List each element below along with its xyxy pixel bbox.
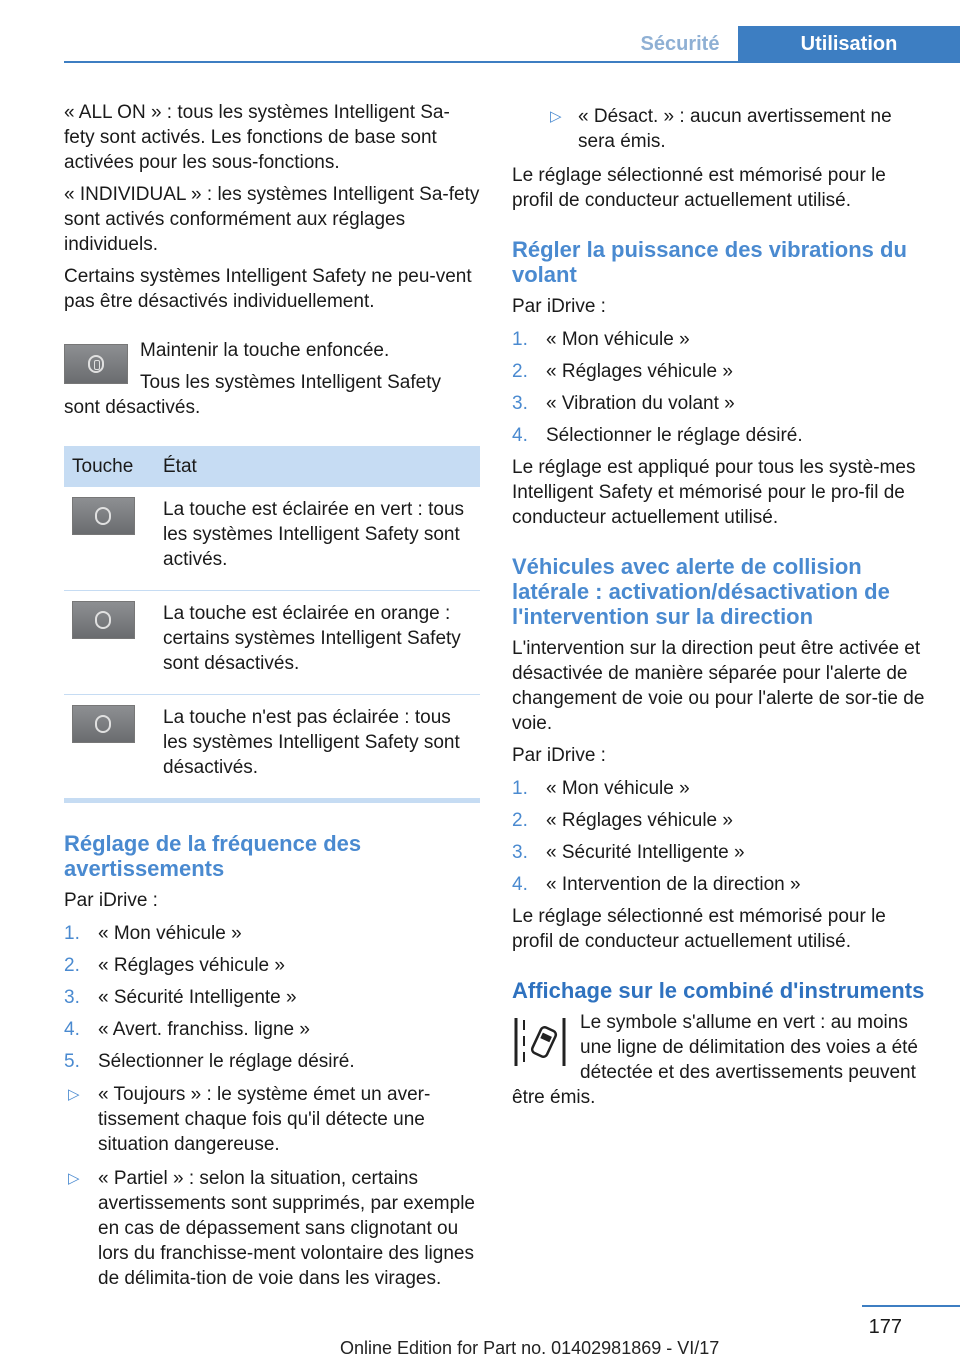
heading-side-collision: Véhicules avec alerte de collision latérale : activation/désactivation de l'intervention sur la direction [512,554,890,629]
left-column [64,100,480,1300]
state-green: La touche est éclairée en vert : tous les systèmes Intelligent Safety sont activés. [155,487,480,591]
frequency-options [64,1082,480,1291]
table-row [64,487,480,591]
right-column [512,100,930,1117]
list-item: 4. « Intervention de la direction » [512,874,801,895]
list-item: 1. « Mon véhicule » [64,923,242,944]
hold-key-block [64,338,480,420]
vibration-note: Le réglage est appliqué pour tous les systè‐mes Intelligent Safety et mémorisé pour le pro‐fil de conducteur actuellement utilisé. [512,457,916,528]
all-disabled-text: Tous les systèmes Intelligent Safety sont désactivés. [64,372,441,418]
list-item: 4. « Avert. franchiss. ligne » [64,1019,310,1040]
display-block [512,1010,930,1110]
list-item: 1. « Mon véhicule » [512,778,690,799]
cannot-disable-paragraph: Certains systèmes Intelligent Safety ne peu‐vent pas être désactivés individuellement. [64,266,472,312]
list-item: 2. « Réglages véhicule » [64,955,285,976]
triangle-bullet-icon: ▷ [68,1086,80,1103]
display-text: Le symbole s'allume en vert : au moins une ligne de délimitation des voies a été détectée et des avertissements peuvent être émis. [512,1012,919,1108]
idrive-label: Par iDrive : [64,890,158,911]
list-item: 1. « Mon véhicule » [512,329,690,350]
key-state-table [64,446,480,798]
header-rule [64,61,960,63]
col-touche: Touche [64,446,155,487]
frequency-steps [64,921,480,1074]
table-header-row [64,446,480,487]
list-item: 4. Sélectionner le réglage désiré. [512,425,803,446]
safety-button-off-icon [72,705,135,743]
footer-rule [862,1305,960,1307]
hold-key-text: Maintenir la touche enfoncée. [140,340,390,361]
list-item: 3. « Vibration du volant » [512,393,735,414]
table-row [64,695,480,799]
edition-note: Online Edition for Part no. 01402981869 - VI/17 [340,1338,720,1358]
side-steps [512,776,930,897]
heading-vibration: Régler la puissance des vibrations du volant [512,237,907,287]
list-item: 3. « Sécurité Intelligente » [512,842,745,863]
vibration-steps [512,327,930,448]
col-etat: État [155,446,480,487]
page-number: 177 [868,1316,902,1338]
list-item: 2. « Réglages véhicule » [512,810,733,831]
saved-note-1: Le réglage sélectionné est mémorisé pour le profil de conducteur actuellement utilisé. [512,165,886,211]
option-off-list [512,104,930,154]
table-row [64,591,480,695]
list-item: 5. Sélectionner le réglage désiré. [64,1051,355,1072]
all-on-paragraph: « ALL ON » : tous les systèmes Intelligent Sa‐fety sont activés. Les fonctions de base sont activées pour les sous-fonctions. [64,102,450,173]
heading-frequency: Réglage de la fréquence des avertissements [64,831,362,881]
idrive-label: Par iDrive : [512,745,606,766]
tab-securite[interactable]: Sécurité [640,32,720,55]
triangle-bullet-icon: ▷ [68,1170,80,1187]
list-item: ▷ « Partiel » : selon la situation, certains avertissements sont supprimés, par exemple en cas de dépassement sans clignotant ou lors du franchisse‐ment volontaire des lignes de délimita‐tion de voie dans les virages. [68,1168,475,1289]
state-orange: La touche est éclairée en orange : certains systèmes Intelligent Safety sont désactivés. [155,591,480,695]
heading-display: Affichage sur le combiné d'instruments [512,978,925,1003]
safety-button-icon [64,344,128,384]
triangle-bullet-icon: ▷ [550,108,562,125]
safety-button-orange-icon [72,601,135,639]
individual-paragraph: « INDIVIDUAL » : les systèmes Intelligent Sa‐fety sont activés conformément aux réglages individuels. [64,184,480,255]
tab-utilisation[interactable]: Utilisation [738,26,960,62]
list-item: ▷ « Désact. » : aucun avertissement ne sera émis. [550,106,892,152]
list-item: ▷ « Toujours » : le système émet un aver‐tissement chaque fois qu'il détecte une situation dangereuse. [68,1084,431,1155]
safety-button-green-icon [72,497,135,535]
table-bottom-rule [64,798,480,803]
saved-note-2: Le réglage sélectionné est mémorisé pour le profil de conducteur actuellement utilisé. [512,906,886,952]
list-item: 3. « Sécurité Intelligente » [64,987,297,1008]
side-collision-text: L'intervention sur la direction peut être activée et désactivée de manière séparée pour l'alerte de changement de voie ou pour l'alerte de sor‐tie de voie. [512,638,925,734]
idrive-label: Par iDrive : [512,296,606,317]
state-off: La touche n'est pas éclairée : tous les systèmes Intelligent Safety sont désactivés. [163,707,460,778]
list-item: 2. « Réglages véhicule » [512,361,733,382]
lane-departure-icon [512,1014,568,1070]
